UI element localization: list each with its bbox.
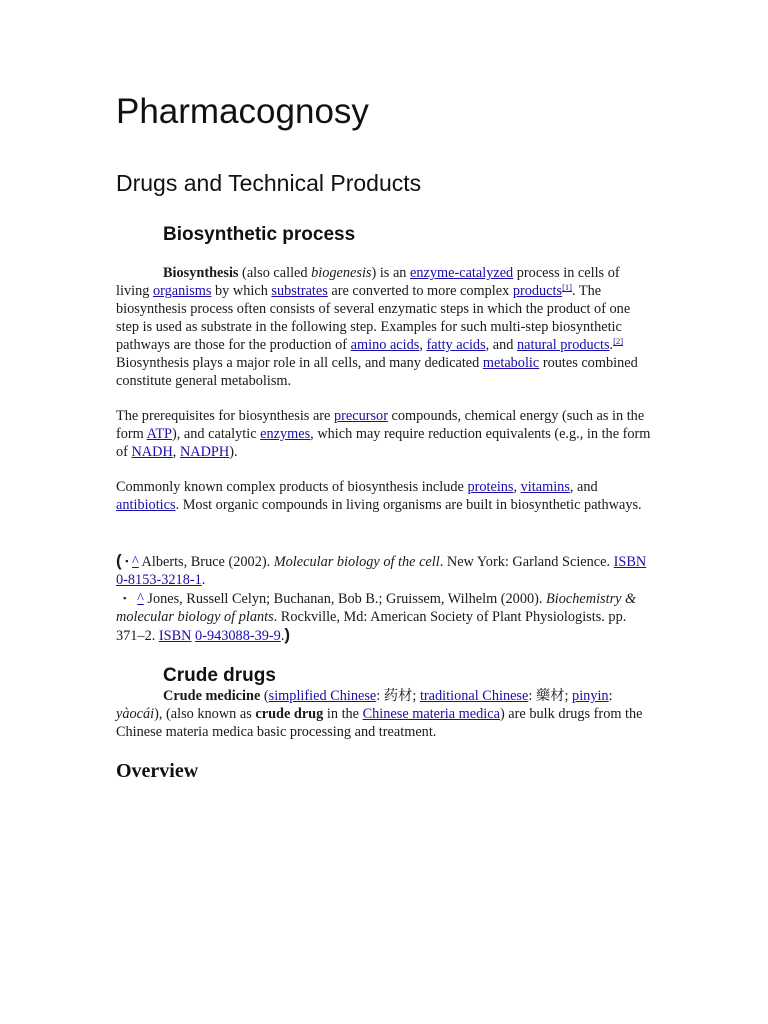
overview-heading: Overview xyxy=(116,760,199,782)
link-precursor[interactable]: precursor xyxy=(333,408,388,424)
link-isbn-1[interactable]: ISBN xyxy=(613,554,647,570)
paragraph-crude-medicine: Crude medicine (simplified Chinese: 药材; traditional Chinese: 藥材; pinyin: yàocái), (also known as crude drug in the Chinese materia medica) are bulk drugs from the Chinese materia medica basic processing and treatment. xyxy=(116,688,643,740)
link-substrates[interactable]: substrates xyxy=(271,283,328,299)
section-heading: Drugs and Technical Products xyxy=(116,170,422,196)
link-organisms[interactable]: organisms xyxy=(152,283,212,299)
link-traditional-chinese[interactable]: traditional Chinese xyxy=(419,688,529,704)
paragraph-prerequisites: The prerequisites for biosynthesis are precursor compounds, chemical energy (such as in the form ATP), and catalytic enzymes, which may require reduction equivalents (e.g., in the form of NADH, NADPH). xyxy=(116,408,651,460)
paragraph-biosynthesis: Biosynthesis (also called biogenesis) is an enzyme-catalyzed process in cells of living organisms by which substrates are converted to more complex products[1]. The biosynthesis process often consists of several enzymatic steps in which the product of one step is used as substrate in the following step. Examples for such multi-step biosynthetic pathways are those for the production of amino acids, fatty acids, and natural products.[2] Biosynthesis plays a major role in all cells, and many dedicated metabolic routes combined constitute general metabolism. xyxy=(116,265,638,389)
link-enzyme-catalyzed[interactable]: enzyme-catalyzed xyxy=(410,265,514,281)
link-nadph[interactable]: NADPH xyxy=(179,444,230,460)
ref-1-backlink[interactable]: ^ xyxy=(132,554,139,570)
link-enzymes[interactable]: enzymes xyxy=(260,426,311,442)
link-amino-acids[interactable]: amino acids xyxy=(350,337,420,353)
link-chinese-materia-medica[interactable]: Chinese materia medica xyxy=(362,706,500,722)
link-fatty-acids[interactable]: fatty acids xyxy=(426,337,486,353)
link-simplified-chinese[interactable]: simplified Chinese xyxy=(268,688,377,704)
link-isbn-2[interactable]: ISBN xyxy=(158,628,192,644)
paragraph-complex-products: Commonly known complex products of biosynthesis include proteins, vitamins, and antibiotics. Most organic compounds in living organisms are built in biosynthetic pathways. xyxy=(116,479,642,513)
link-atp[interactable]: ATP xyxy=(146,426,173,442)
page-title: Pharmacognosy xyxy=(116,92,369,131)
citation-2[interactable]: [2] xyxy=(613,336,624,346)
link-pinyin[interactable]: pinyin xyxy=(572,688,609,704)
bullet-icon: ▪ xyxy=(123,593,127,603)
link-natural-products[interactable]: natural products xyxy=(517,337,610,353)
open-paren: ( xyxy=(116,551,122,570)
link-antibiotics[interactable]: antibiotics xyxy=(116,497,176,513)
link-proteins[interactable]: proteins xyxy=(467,479,514,495)
ref-2-backlink[interactable]: ^ xyxy=(137,591,144,607)
link-metabolic[interactable]: metabolic xyxy=(482,355,540,371)
term-biosynthesis: Biosynthesis xyxy=(163,265,239,281)
close-paren: ) xyxy=(284,625,291,644)
references-list: ( ▪ ^ Alberts, Bruce (2002). Molecular biology of the cell. New York: Garland Science. ISBN 0-8153-3218-1. ▪ ^ Jones, Russell Celyn; Buchanan, Bob B.; Gruissem, Wilhelm (2000). Biochemistry & molecular biology of plants. Rockville, Md: American Society of Plant Physiologists. pp. 371–2. ISBN 0-943088-39-9.) xyxy=(116,551,647,644)
term-crude-medicine: Crude medicine xyxy=(163,688,261,704)
citation-1[interactable]: [1] xyxy=(562,282,572,292)
link-nadh[interactable]: NADH xyxy=(131,444,173,460)
link-isbn-2-number[interactable]: 0-943088-39-9 xyxy=(195,628,281,644)
link-products[interactable]: products xyxy=(512,283,563,299)
link-vitamins[interactable]: vitamins xyxy=(520,479,570,495)
link-isbn-1-number[interactable]: 0-8153-3218-1 xyxy=(116,572,202,588)
subsection-heading-biosynthetic: Biosynthetic process xyxy=(163,224,356,245)
bullet-icon: ▪ xyxy=(125,556,129,566)
subsection-heading-crude-drugs: Crude drugs xyxy=(163,665,276,686)
